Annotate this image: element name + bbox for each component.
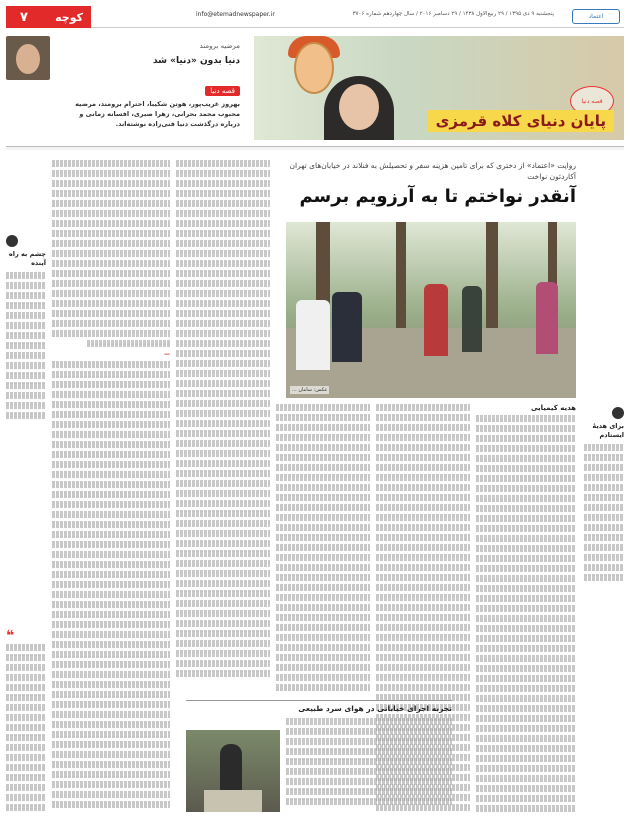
column-icon — [6, 235, 18, 247]
photo-caption: عکس: سامان ... — [292, 387, 328, 393]
quote-box — [6, 628, 46, 814]
teaser-lede: بهروز غریب‌پور، هوتن شکیبا، احترام برومند، مرضیه محبوب محمد بحرانی، زهرا صبری، افسانه زمانی و درباره درگذشت دنیا فنی‌زاده نوشته‌اند. — [75, 100, 240, 128]
section-name: کوچه — [55, 10, 83, 24]
newspaper-logo: اعتماد — [572, 9, 620, 24]
actress-figure — [339, 84, 379, 130]
feature-image[interactable] — [254, 36, 624, 140]
teaser-byline: مرضیه برومند — [199, 42, 240, 50]
body-column-3 — [276, 404, 370, 694]
right-sidebar-title: برای هدیهٔ ایستادم — [592, 422, 624, 439]
date-line: پنجشنبه ۹ دی ۱۳۹۵ / ۲۹ ربیع‌الاول ۱۴۳۸ / ۲۹ دسامبر ۲۰۱۶ / سال چهاردهم شماره ۳۷۰۶ — [352, 11, 554, 17]
quote-mark-icon: ❝ — [6, 628, 15, 644]
email-address[interactable]: info@etemadnewspaper.ir — [196, 11, 275, 18]
story-photo[interactable] — [286, 222, 576, 398]
feature-title[interactable]: پایان دنیای کلاه قرمزی — [428, 110, 614, 132]
right-sidebar — [584, 404, 624, 574]
right-byline: هدیه کیمیایی — [530, 404, 576, 412]
page-header — [6, 6, 624, 28]
body-column-2 — [176, 160, 270, 690]
page-number: ۷ — [20, 9, 28, 25]
story-headline[interactable]: آنقدر نواختم تا به آرزویم برسم — [299, 186, 576, 207]
body-column-5 — [476, 404, 576, 814]
box-headline[interactable]: تجربه اجرای خیابانی در هوای سرد طبیعی — [298, 704, 452, 713]
teaser-headline[interactable]: دنیا بدون «دنیا» شد — [152, 56, 240, 66]
subhead-text: — — [164, 351, 170, 358]
author-portrait — [6, 36, 50, 80]
feature-tag: قصه دنیا — [570, 86, 614, 116]
left-sidebar — [6, 232, 46, 422]
box-text — [286, 718, 452, 812]
section-divider — [6, 146, 624, 150]
teaser-block — [54, 36, 244, 140]
column-icon — [612, 407, 624, 419]
guitarist-photo[interactable] — [186, 730, 280, 812]
left-sidebar-title: چشم به راه آینده — [8, 250, 46, 267]
section-label — [6, 6, 91, 28]
teaser-tag: قصه دنیا — [205, 86, 240, 96]
box-divider — [186, 700, 452, 701]
body-column-1 — [52, 160, 170, 810]
story-kicker: روایت «اعتماد» از دختری که برای تامین هزینه سفر و تحصیلش به فنلاند در خیابان‌های تهران آکاردئون نواخت — [289, 161, 576, 181]
puppet-figure — [294, 42, 334, 94]
